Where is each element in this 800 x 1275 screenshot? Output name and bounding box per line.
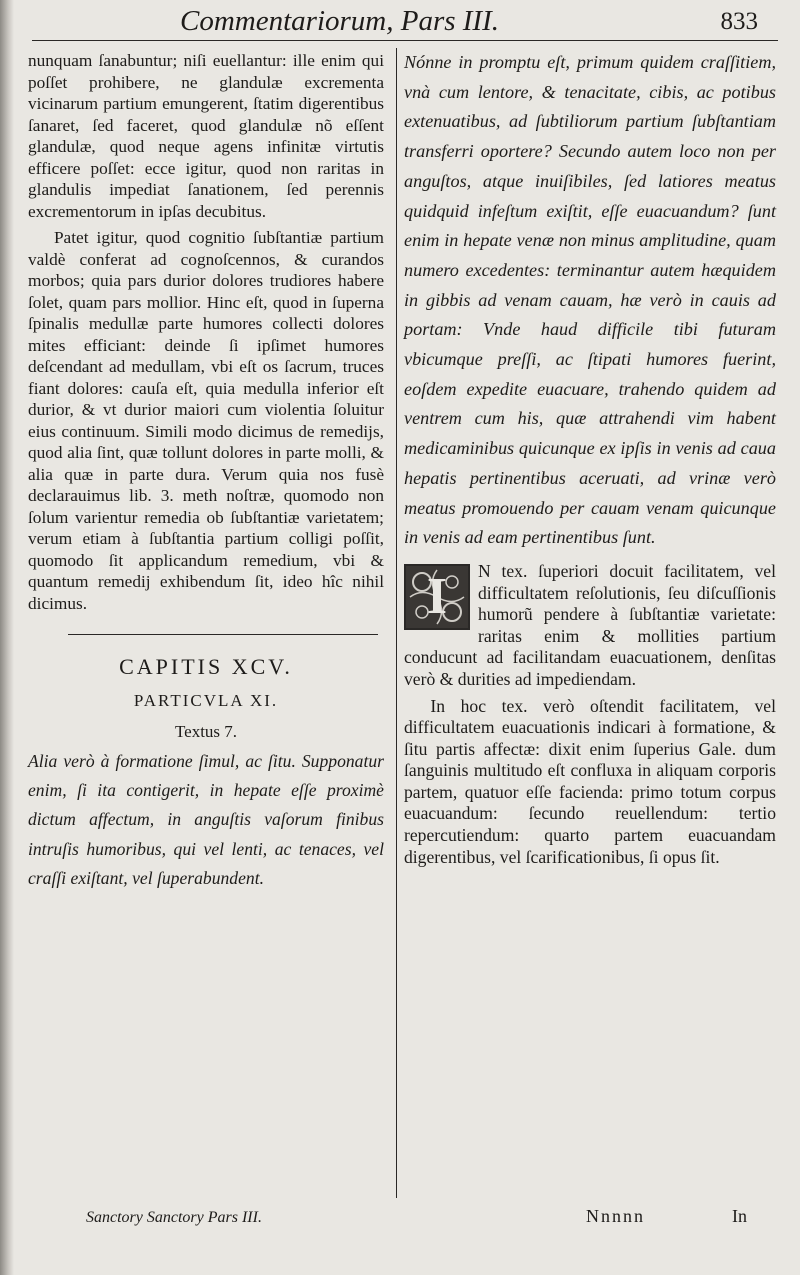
galen-text-italic: Alia verò à formatione ſimul, ac ſitu. Supponatur enim, ſi ita contigerit, in hepate eſſe proximè dictum affectum, in anguſtis vaſorum finibus intruſis humoribus, qui vel lenti, ac tenaces, vel craſſi exiſtant, vel ſuperabundent. <box>28 751 384 888</box>
header-rule <box>32 40 778 41</box>
page-header <box>0 0 800 44</box>
left-column <box>28 50 384 893</box>
column-divider <box>396 48 397 1198</box>
page-number: 833 <box>720 8 758 35</box>
decorated-initial-icon <box>404 564 470 630</box>
chapter-heading: CAPITIS XCV. <box>119 654 293 679</box>
commentary-paragraph: N tex. ſuperiori docuit facilitatem, vel difficultatem reſolutionis, ſeu diſcuſſionis humorũ pendere à ſubſtantiæ varietate: raritas enim & mollities partium conducunt ad facilitandam euacuationem, denſitas verò & durities ad impediendam. <box>404 560 776 689</box>
running-title: Commentariorum, Pars III. <box>180 5 499 37</box>
textus-label: Textus 7. <box>174 722 238 741</box>
signature-line: Sanctory Sanctory Pars III. <box>86 1209 262 1226</box>
commentary-paragraph: Patet igitur, quod cognitio ſubſtantiæ partium valdè conferat ad cognoſcennos, & curandos morbos; quia pars durior dolores trudiores habere ſolet, quam pars mollior. Hinc eſt, quod in ſuperna ſpinalis medullæ parte humores collecti dolores mites efficiant: deinde ſi ipſimet humores deſcendant ad medullam, vbi eſt os ſacrum, truces fiant dolores: cauſa eſt, quia medulla inferior eſt durior, & vt durior maiori cum violentia ſoluitur eius continuum. Simili modo dicimus de remedijs, quod alia ſint, quæ tollunt dolores in parte molli, & alia quæ in parte dura. Verum quia nos fusè declarauimus lib. 3. meth noſtræ, quomodo non ſolum varientur remedia ob ſubſtantiæ varietatem; verum etiam à ſubſtantia partium colligi poſſit, quomodo ſit applicandum remedium, vbi & quantum remedij exhibendum ſit, ideo hîc nihil dicimus. <box>28 228 384 613</box>
page-gutter-shadow <box>0 0 14 1275</box>
initial-letter: I <box>426 567 448 625</box>
commentary-paragraph: nunquam ſanabuntur; niſi euellantur: ille enim qui poſſet prohibere, ne glandulæ excrementa vicinarum partium emungerent, ſtatim digerentibus ſanaret, ſed faceret, quod glandulæ nõ eſſent glandulæ, quod neque agens infinitæ virtutis efficere poſſet: ecce igitur, quod non raritas in glandulis impediat ſanationem, ſed perennis excrementorum in ipſas decubitus. <box>28 51 384 221</box>
section-divider <box>68 634 378 635</box>
commentary-paragraph: In hoc tex. verò oſtendit facilitatem, vel difficultatem euacuationis indicari à formatione, & ſitu partis affectæ: dixit enim ſuperius Gale. dum ſanguinis multitudo eſt confluxa in aliquam corporis partem, quatuor eſſe facienda: primo totum corpus euacuandum: ſecundo reuellendum: tertio repercutiendum: quarto partem euacuandam digerentibus, vel ſcarificationibus, ſi opus ſit. <box>404 695 776 867</box>
signature-mark: Nnnnn <box>586 1206 645 1226</box>
commentary-block <box>404 561 776 691</box>
particula-heading: PARTICVLA XI. <box>133 691 279 710</box>
galen-text-italic: Nónne in promptu eſt, primum quidem craſſitiem, vnà cum lentore, & tenacitate, cibis, ac potibus extenuatibus, ad ſubtiliorum partium ſubſtantiam transferri oportere? Secundo autem loco non per anguſtos, atque inuiſibiles, ſed latiores meatus quidquid infeſtum exiſtit, eſſe euacuandum? ſunt enim in hepate venæ non minus amplitudine, quam numero excedentes: terminantur autem hæquidem in gibbis ad venam cauam, hæ verò in cauis ad portam: Vnde haud difficile tibi futuram vbicumque preſſi, ac ſtipati humores fuerint, eoſdem expedite euacuare, trahendo quidem ad ventrem cum his, quæ attrahendi vim habent medicaminibus quicunque ex ipſis in venis ad caua hepatis pertinentibus aceruati, ad vrinæ verò meatus promouendo per cauam venam quicunque in venis ad eam pertinentibus ſunt. <box>404 52 776 548</box>
catchword: In <box>732 1206 747 1226</box>
right-column <box>404 48 776 868</box>
